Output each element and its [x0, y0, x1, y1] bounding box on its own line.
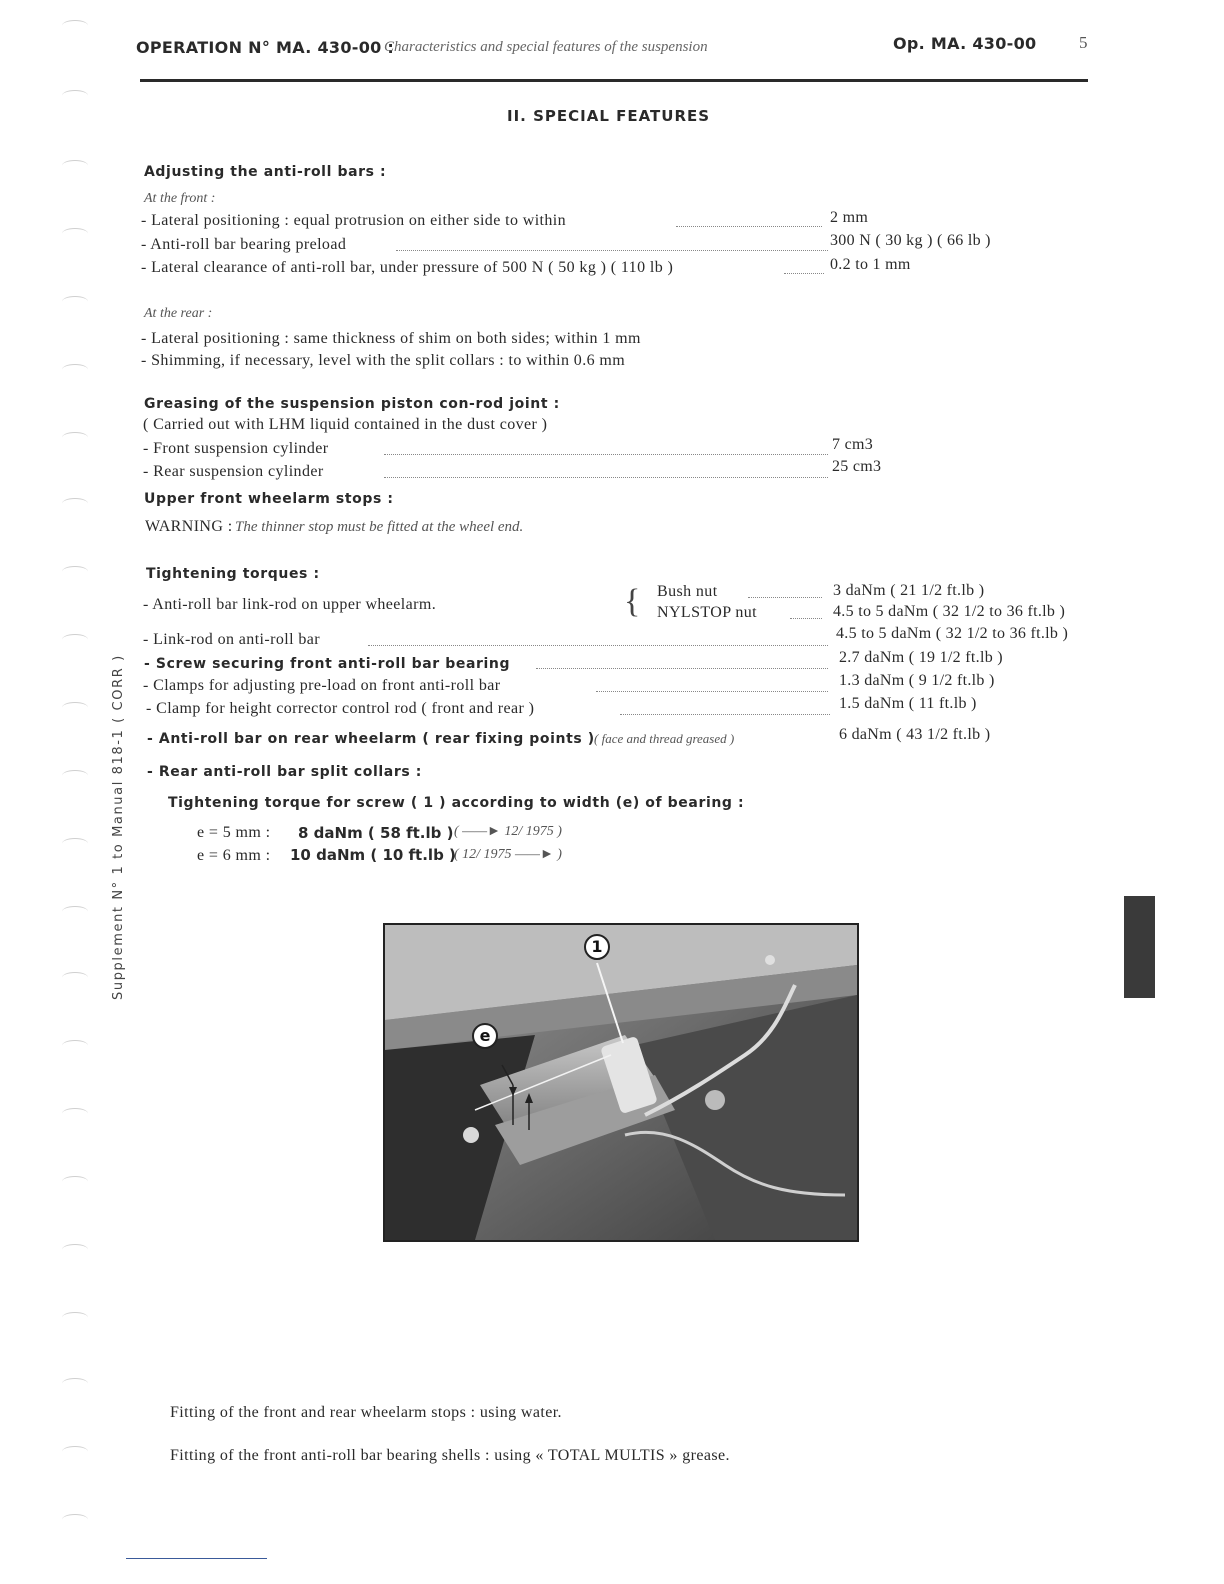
greasing-heading: Greasing of the suspension piston con-rod joint :	[144, 396, 560, 412]
greasing-front: - Front suspension cylinder	[143, 440, 329, 457]
suspension-photo	[383, 923, 859, 1242]
split-collar-row-e5: e = 5 mm :	[197, 824, 271, 841]
anti-roll-heading: Adjusting the anti-roll bars :	[144, 164, 387, 180]
front-item-lateral: - Lateral positioning : equal protrusion on either side to within	[141, 212, 567, 229]
greasing-rear: - Rear suspension cylinder	[143, 463, 324, 480]
torque-item-clamps-value: 1.3 daNm ( 9 1/2 ft.lb )	[839, 672, 995, 689]
torque-item-height-corrector: - Clamp for height corrector control rod ( front and rear )	[146, 700, 535, 717]
fitting-note-stops: Fitting of the front and rear wheelarm stops : using water.	[170, 1404, 562, 1421]
operation-subtitle: Characteristics and special features of the suspension	[384, 39, 708, 55]
bush-nut-value: 3 daNm ( 21 1/2 ft.lb )	[833, 582, 985, 599]
greasing-note: ( Carried out with LHM liquid contained in the dust cover )	[143, 416, 548, 433]
split-collar-row-e6: e = 6 mm :	[197, 847, 271, 864]
split-collar-row-e6-date: ( 12/ 1975 ——► )	[454, 847, 562, 862]
front-item-preload: - Anti-roll bar bearing preload	[141, 236, 347, 253]
split-collars-heading: - Rear anti-roll bar split collars :	[147, 764, 422, 780]
torque-item-link-rod-value: 4.5 to 5 daNm ( 32 1/2 to 36 ft.lb )	[836, 625, 1069, 642]
front-item-preload-value: 300 N ( 30 kg ) ( 66 lb )	[830, 232, 991, 249]
operation-label: OPERATION N° MA. 430-00 :	[136, 38, 395, 57]
split-collar-row-e5-torque: 8 daNm ( 58 ft.lb )	[298, 824, 454, 842]
supplement-sidebar-text: Supplement N° 1 to Manual 818-1 ( CORR )	[111, 654, 126, 1000]
torques-heading: Tightening torques :	[146, 566, 320, 582]
edge-marker	[1124, 896, 1155, 998]
rear-item-shimming: - Shimming, if necessary, level with the split collars : to within 0.6 mm	[141, 352, 626, 369]
greasing-front-value: 7 cm3	[832, 436, 874, 453]
torque-item-height-corrector-value: 1.5 daNm ( 11 ft.lb )	[839, 695, 977, 712]
page-number: 5	[1079, 33, 1088, 52]
front-item-clearance: - Lateral clearance of anti-roll bar, under pressure of 500 N ( 50 kg ) ( 110 lb )	[141, 259, 674, 276]
torque-item-screw-value: 2.7 daNm ( 19 1/2 ft.lb )	[839, 649, 1003, 666]
torque-item-screw: - Screw securing front anti-roll bar bearing	[144, 656, 511, 672]
front-item-clearance-value: 0.2 to 1 mm	[830, 256, 911, 273]
split-collar-row-e6-torque: 10 daNm ( 10 ft.lb )	[290, 846, 456, 864]
warning-text: The thinner stop must be fitted at the wheel end.	[235, 519, 524, 535]
greasing-rear-value: 25 cm3	[832, 458, 882, 475]
bush-nut-label: Bush nut	[657, 583, 718, 600]
section-title: II. SPECIAL FEATURES	[507, 107, 711, 125]
fitting-note-bearing-shells: Fitting of the front anti-roll bar bearing shells : using « TOTAL MULTIS » grease.	[170, 1447, 730, 1464]
nylstop-nut-label: NYLSTOP nut	[657, 604, 757, 621]
torque-rear-wheelarm-value: 6 daNm ( 43 1/2 ft.lb )	[839, 726, 991, 743]
footer-rule	[126, 1558, 267, 1559]
operation-reference: Op. MA. 430-00	[893, 34, 1037, 53]
rear-item-lateral: - Lateral positioning : same thickness of shim on both sides; within 1 mm	[141, 330, 641, 347]
callout-e: e	[472, 1023, 498, 1049]
split-collars-subheading: Tightening torque for screw ( 1 ) according to width (e) of bearing :	[168, 795, 745, 811]
front-label: At the front :	[144, 191, 216, 206]
suspension-photo-drawing	[385, 925, 857, 1240]
stops-heading: Upper front wheelarm stops :	[144, 491, 394, 507]
split-collar-row-e5-date: ( ——► 12/ 1975 )	[454, 824, 562, 839]
warning-label: WARNING :	[145, 518, 233, 535]
torque-rear-wheelarm-note: ( face and thread greased )	[594, 731, 735, 746]
rear-label: At the rear :	[144, 306, 213, 321]
torque-item-clamps: - Clamps for adjusting pre-load on front anti-roll bar	[143, 677, 501, 694]
torque-rear-wheelarm: - Anti-roll bar on rear wheelarm ( rear fixing points )	[147, 731, 595, 747]
torque-item-link-rod: - Link-rod on anti-roll bar	[143, 631, 320, 648]
nylstop-nut-value: 4.5 to 5 daNm ( 32 1/2 to 36 ft.lb )	[833, 603, 1066, 620]
front-item-lateral-value: 2 mm	[830, 209, 869, 226]
brace: {	[624, 583, 641, 620]
link-rod-upper: - Anti-roll bar link-rod on upper wheelarm.	[143, 596, 437, 613]
header-rule	[140, 79, 1088, 82]
callout-1: 1	[584, 934, 610, 960]
